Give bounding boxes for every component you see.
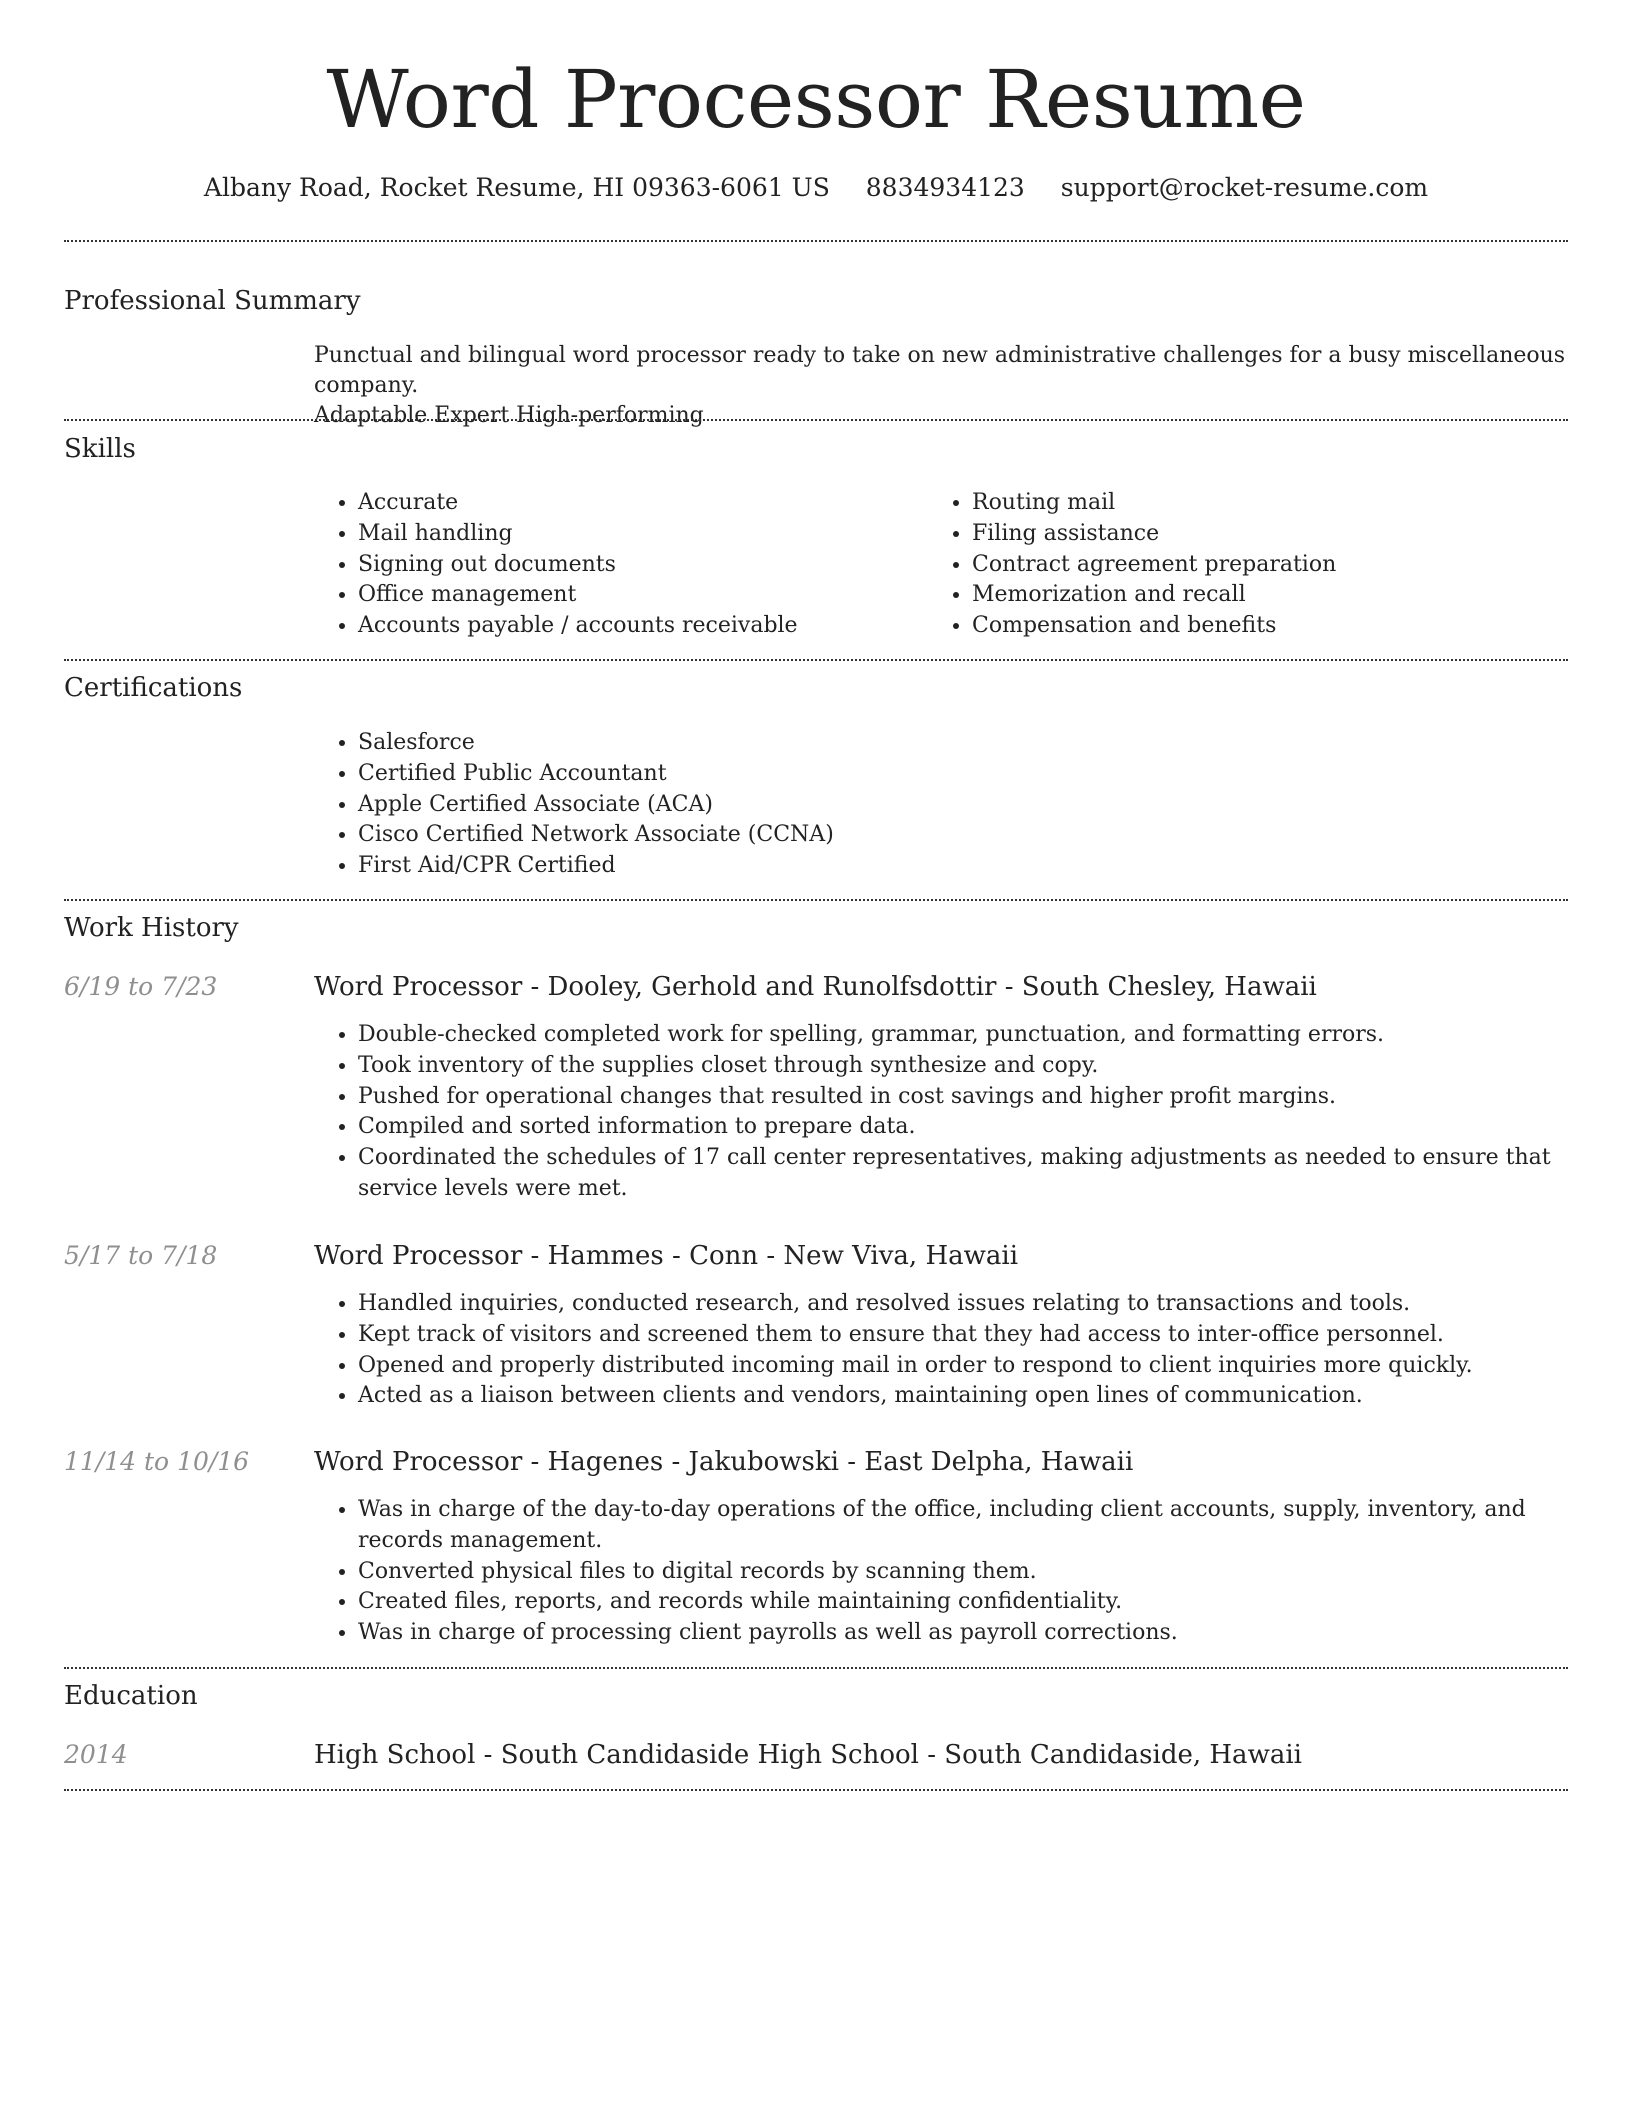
skill-item: • Signing out documents (358, 550, 918, 581)
certification-item: • Apple Certified Associate (ACA) (358, 790, 1558, 821)
section-divider (64, 419, 1568, 421)
contact-email: support@rocket-resume.com (1060, 173, 1429, 202)
section-divider (64, 1667, 1568, 1669)
job-duties-list (314, 1495, 1612, 1649)
job-duty-item: • Created files, reports, and records while maintaining confidentiality. (358, 1587, 1612, 1618)
education-date: 2014 (64, 1740, 128, 1769)
job-duty-item: • Took inventory of the supplies closet through synthesize and copy. (358, 1051, 1612, 1082)
certification-item: • Salesforce (358, 728, 1558, 759)
job-duty-item: • Pushed for operational changes that resulted in cost savings and higher profit margins. (358, 1082, 1612, 1113)
certification-item: • First Aid/CPR Certified (358, 851, 1558, 882)
skills-heading: Skills (64, 434, 136, 464)
job-duty-item: • Double-checked completed work for spelling, grammar, punctuation, and formatting errors. (358, 1020, 1612, 1051)
skills-list-right (928, 488, 1572, 642)
skill-item: • Filing assistance (972, 519, 1572, 550)
job-duty-item: • Coordinated the schedules of 17 call center representatives, making adjustments as needed to ensure that service levels were met. (358, 1143, 1612, 1205)
work-history-heading: Work History (64, 913, 239, 943)
section-divider (64, 659, 1568, 661)
resume-title: Word Processor Resume (326, 53, 1306, 146)
contact-address: Albany Road, Rocket Resume, HI 09363-6061 US (203, 173, 830, 202)
contact-line (0, 170, 1632, 206)
job-dates: 11/14 to 10/16 (64, 1447, 250, 1476)
summary-heading: Professional Summary (64, 286, 361, 316)
skill-item: • Contract agreement preparation (972, 550, 1572, 581)
job-duty-item: • Acted as a liaison between clients and vendors, maintaining open lines of communication. (358, 1381, 1612, 1412)
job-duty-item: • Opened and properly distributed incoming mail in order to respond to client inquiries more quickly. (358, 1351, 1612, 1382)
section-divider (64, 1789, 1568, 1791)
section-divider (64, 240, 1568, 242)
job-duty-item: • Kept track of visitors and screened them to ensure that they had access to inter-office personnel. (358, 1320, 1612, 1351)
job-duty-item: • Converted physical files to digital records by scanning them. (358, 1557, 1612, 1588)
job-duties-list (314, 1289, 1612, 1412)
job-duty-item: • Compiled and sorted information to prepare data. (358, 1112, 1612, 1143)
skill-item: • Compensation and benefits (972, 611, 1572, 642)
skill-item: • Accurate (358, 488, 918, 519)
section-divider (64, 899, 1568, 901)
skill-item: • Routing mail (972, 488, 1572, 519)
certification-item: • Cisco Certified Network Associate (CCNA) (358, 820, 1558, 851)
skill-item: • Accounts payable / accounts receivable (358, 611, 918, 642)
job-dates: 6/19 to 7/23 (64, 972, 218, 1001)
certifications-heading: Certifications (64, 673, 243, 703)
contact-phone: 8834934123 (865, 173, 1025, 202)
job-title: Word Processor - Hagenes - Jakubowski - East Delpha, Hawaii (314, 1447, 1134, 1477)
job-duty-item: • Handled inquiries, conducted research, and resolved issues relating to transactions and tools. (358, 1289, 1612, 1320)
job-duty-item: • Was in charge of processing client payrolls as well as payroll corrections. (358, 1618, 1612, 1649)
skill-item: • Office management (358, 580, 918, 611)
job-title: Word Processor - Hammes - Conn - New Viva, Hawaii (314, 1241, 1019, 1271)
summary-line: Punctual and bilingual word processor ready to take on new administrative challenges for a busy miscellaneous company. (314, 343, 1566, 398)
skill-item: • Memorization and recall (972, 580, 1572, 611)
job-duties-list (314, 1020, 1612, 1205)
skills-list-left (314, 488, 918, 642)
job-title: Word Processor - Dooley, Gerhold and Runolfsdottir - South Chesley, Hawaii (314, 972, 1317, 1002)
education-heading: Education (64, 1681, 198, 1711)
job-dates: 5/17 to 7/18 (64, 1241, 218, 1270)
summary-text (314, 341, 1568, 431)
certifications-list (314, 728, 1558, 882)
job-duty-item: • Was in charge of the day-to-day operations of the office, including client accounts, supply, inventory, and records management. (358, 1495, 1612, 1557)
education-entry: High School - South Candidaside High School - South Candidaside, Hawaii (314, 1740, 1302, 1770)
summary-line: Adaptable Expert High-performing (314, 403, 704, 428)
skill-item: • Mail handling (358, 519, 918, 550)
certification-item: • Certified Public Accountant (358, 759, 1558, 790)
